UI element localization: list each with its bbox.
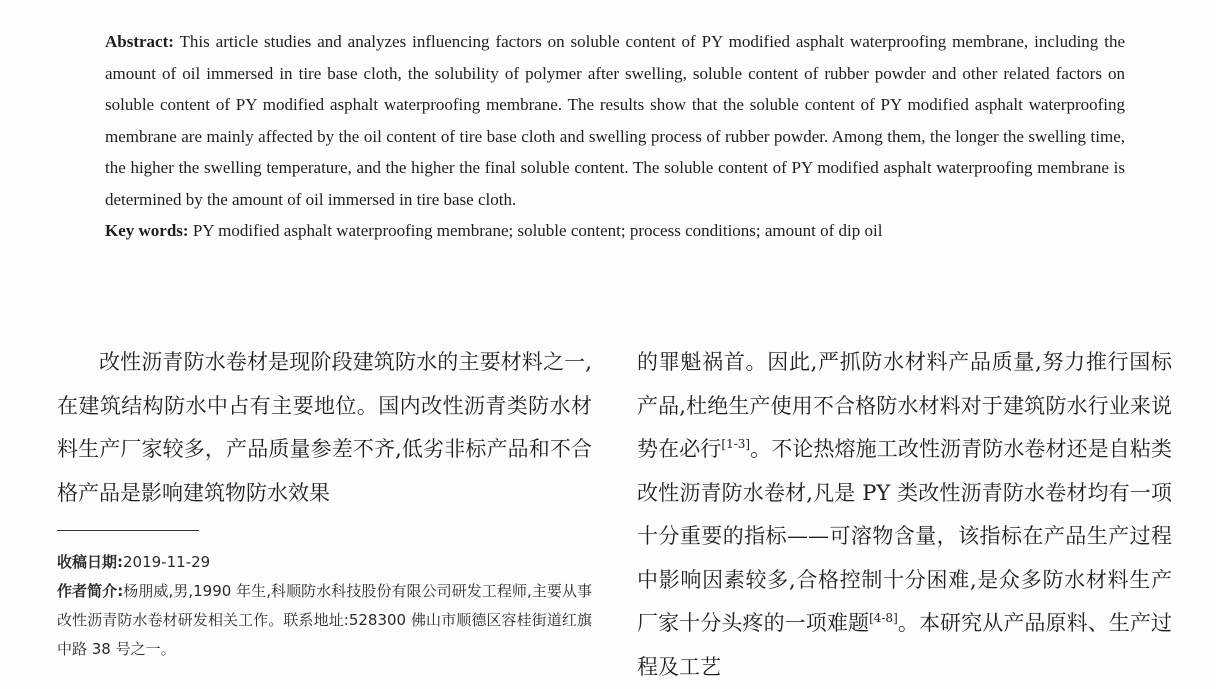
footnote-divider xyxy=(57,530,199,531)
abstract-block xyxy=(105,26,1125,247)
keywords-paragraph xyxy=(105,215,1125,247)
author-bio-label: 作者简介: xyxy=(57,582,124,600)
body-right-column xyxy=(637,341,1172,689)
received-date-value: 2019-11-29 xyxy=(123,553,211,571)
author-bio-text: 杨朋威,男,1990 年生,科顺防水科技股份有限公司研发工程师,主要从事改性沥青防水卷材研发相关工作。联系地址:528300 佛山市顺德区容桂街道红旗中路 38 号之一。 xyxy=(57,582,592,658)
body-right-text-3: 。本研究从产品原料、生产过程及工艺 xyxy=(637,611,1173,679)
received-date-note xyxy=(57,548,592,577)
received-date-label: 收稿日期: xyxy=(57,553,123,571)
citation-1-3[interactable]: [1-3] xyxy=(721,437,751,451)
citation-4-8[interactable]: [4-8] xyxy=(869,611,898,625)
abstract-label: Abstract: xyxy=(105,32,174,51)
body-right-text-2: 。不论热熔施工改性沥青防水卷材还是自粘类改性沥青防水卷材,凡是 PY 类改性沥青防水卷材均有一项十分重要的指标——可溶物含量，该指标在产品生产过程中影响因素较多,合格控制十分困难,是众多防水材料生产厂家十分头疼的一项难题 xyxy=(637,437,1173,635)
author-bio-note xyxy=(57,577,592,664)
footnotes xyxy=(57,548,592,664)
body-left-column: 改性沥青防水卷材是现阶段建筑防水的主要材料之一,在建筑结构防水中占有主要地位。国内改性沥青类防水材料生产厂家较多，产品质量参差不齐,低劣非标产品和不合格产品是影响建筑物防水效果 xyxy=(57,350,592,505)
body-right-text-1: 的罪魁祸首。因此,严抓防水材料产品质量,努力推行国标产品,杜绝生产使用不合格防水材料对于建筑防水行业来说势在必行 xyxy=(637,350,1172,461)
keywords-label: Key words: xyxy=(105,221,189,240)
abstract-paragraph xyxy=(105,26,1125,215)
keywords-text: PY modified asphalt waterproofing membrane; soluble content; process conditions; amount of dip oil xyxy=(188,221,883,240)
abstract-text: This article studies and analyzes influencing factors on soluble content of PY modified asphalt waterproofing membrane, including the amount of oil immersed in tire base cloth, the solubility of polymer after swelling, soluble content of rubber powder and other related factors on soluble content of PY modified asphalt waterproofing membrane. The results show that the soluble content of PY modified asphalt waterproofing membrane are mainly affected by the oil content of tire base cloth and swelling process of rubber powder. Among them, the longer the swelling time, the higher the swelling temperature, and the higher the final soluble content. The soluble content of PY modified asphalt waterproofing membrane is determined by the amount of oil immersed in tire base cloth. xyxy=(105,32,1125,209)
